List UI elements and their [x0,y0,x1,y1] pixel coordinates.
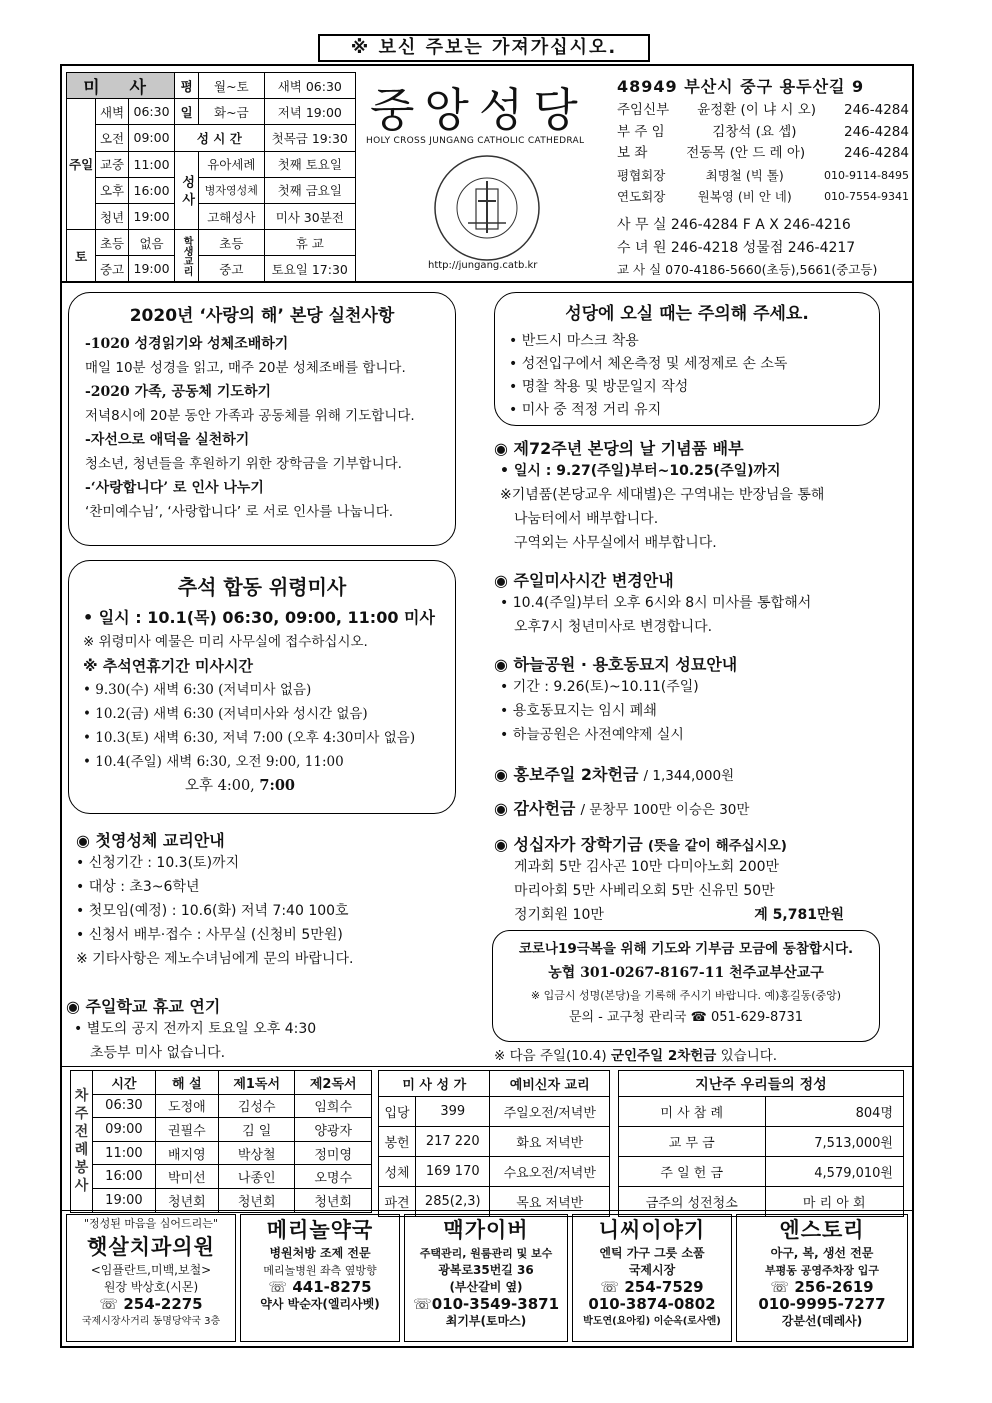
covid-box [492,930,880,1042]
ad-line: 병원처방 조제 전문 [269,1246,371,1260]
service-cell: 11:00 [93,1141,156,1165]
contact-name: 전동목 (안 드 레 아) [686,145,806,161]
church-address: 48949 부산시 중구 용두산길 9 [617,77,865,96]
caution-item: • 반드시 마스크 착용 [509,333,639,349]
mass-name: 중고 [96,256,129,282]
ad-line: 약사 박순자(엘리사벳) [260,1297,380,1311]
contact-row [617,100,909,122]
chuseok-date: • 일시 : 10.1(목) 06:30, 09:00, 11:00 미사 [83,608,435,627]
ad-line: 메리놀병원 좌측 옆방향 [263,1264,377,1277]
practice-body: 저녁8시에 20분 동안 가족과 공동체를 위해 기도합니다. [85,408,415,424]
table-row [379,1127,610,1157]
hymn-cell: 목요 저녁반 [490,1187,610,1217]
church-seal-icon [432,153,542,263]
service-cell: 청년회 [155,1188,218,1212]
ad-line: 최기부(토마스) [445,1314,527,1328]
service-cell: 김성수 [218,1094,295,1118]
covid-title: 코로나19극복을 위해 기도와 기부금 모금에 동참합시다. [518,941,854,957]
practice-body: 매일 10분 성경을 읽고, 매주 20분 성체조배를 합니다. [85,360,406,376]
mass-name: 초등 [96,230,129,256]
mass-time: 11:00 [128,151,174,177]
promo-value: / 1,344,000원 [643,768,735,784]
contact-name: 김창석 (요 셉) [712,123,797,140]
mass-time: 09:00 [128,125,174,151]
service-cell: 오명수 [295,1165,372,1189]
cemetery-line: • 기간 : 9.26(토)~10.11(주일) [500,679,699,695]
hymn-cell: 성체 [379,1157,416,1187]
ad-antique[interactable] [572,1214,732,1342]
caution-item: • 명찰 착용 및 방문일지 작성 [509,379,689,395]
service-header: 해 설 [155,1071,218,1095]
sacrament-name: 고해성사 [199,203,264,229]
sunday-change-line: 오후7시 청년미사로 변경합니다. [514,619,713,635]
ad-line: 부평동 공영주차장 입구 [765,1264,879,1277]
offering-value: 804명 [765,1097,904,1127]
table-row [71,1118,372,1142]
service-cell: 16:00 [93,1165,156,1189]
scholarship-section [494,832,894,927]
table-row [619,1157,904,1187]
caution-title: 성당에 오실 때는 주의해 주세요. [565,304,809,324]
next-week-prefix: ※ 다음 주일(10.4) [494,1048,611,1064]
next-week-bold: 군인주일 2차헌금 [610,1048,717,1064]
weekday-days-2: 화~금 [199,99,264,125]
mass-name: 청년 [96,203,129,229]
cemetery-title: ◉ 하늘공원 · 용호동묘지 성묘안내 [494,655,738,674]
education-time: 토요일 17:30 [264,256,355,282]
ad-pharmacy[interactable] [240,1214,400,1342]
scholarship-total: 계 5,781만원 [754,907,844,923]
scholarship-line: 게과회 5만 김사곤 10만 다미아노회 200만 [514,859,780,875]
church-url[interactable]: http://jungang.catb.kr [428,260,538,271]
service-cell: 19:00 [93,1188,156,1212]
table-row [71,1165,372,1189]
service-cell: 김 일 [218,1118,295,1142]
tables-divider [60,1066,914,1067]
ad-tag: "정성된 마음을 심어드리는" [84,1217,218,1230]
ad-line: 엔틱 가구 그릇 소품 [599,1246,705,1260]
offering-table [618,1070,904,1217]
mass-time: 06:30 [128,99,174,125]
sunday-change-section [494,568,894,639]
weekday-time-1: 새벽 06:30 [264,73,355,99]
service-cell: 정미영 [295,1141,372,1165]
education-name: 중고 [199,256,264,282]
service-cell: 06:30 [93,1094,156,1118]
offering-value: 4,579,010원 [765,1157,904,1187]
church-english-name: HOLY CROSS JUNGANG CATHOLIC CATHEDRAL [366,136,585,146]
holiday-last-bold: 7:00 [259,777,296,794]
chuseok-note: ※ 위령미사 예물은 미리 사무실에 접수하십시오. [83,634,368,650]
service-header: 시간 [93,1071,156,1095]
ad-line: <임플란트,미백,보철> [90,1263,212,1277]
service-cell: 권필수 [155,1118,218,1142]
weekday-label-2: 일 [175,99,199,125]
service-cell: 나종인 [218,1165,295,1189]
ad-line: 광복로35번길 36 [438,1263,534,1277]
contact-role: 평협회장 [617,167,666,183]
mass-time: 16:00 [128,177,174,203]
ad-line: 원장 박상호(시몬) [103,1280,199,1294]
contact-name: 원복영 (비 안 네) [697,189,792,204]
education-time: 휴 교 [264,230,355,256]
contact-role: 부 주 임 [617,123,665,140]
ad-phone: ☏ 254-2275 [99,1295,203,1313]
offering-label: 금주의 성전청소 [619,1187,766,1217]
mass-header: 미 사 [67,73,175,99]
contact-tel: 246-4284 [843,123,909,140]
mass-name: 새벽 [96,99,129,125]
thanks-line [494,796,749,819]
scholarship-subtitle: (뜻을 같이 해주십시오) [647,838,787,854]
covid-note: ※ 입금시 성명(본당)을 기록해 주시기 바랍니다. 예)홍길동(중앙) [530,989,842,1002]
sunday-school-line: 초등부 미사 없습니다. [90,1045,226,1061]
chuseok-title: 추석 합동 위령미사 [177,575,347,599]
mass-schedule-table [66,72,356,283]
next-week-note [494,1044,777,1064]
ad-name: 메리놀약국 [266,1218,374,1242]
ad-line: 강분선(데레사) [781,1314,863,1328]
sunday-school-title: ◉ 주일학교 휴교 연기 [66,997,221,1016]
table-row [71,1141,372,1165]
weekday-label-1: 평 [175,73,199,99]
practice-head: -‘사랑합니다’ 로 인사 나누기 [85,480,264,496]
sunday-change-title: ◉ 주일미사시간 변경안내 [494,571,674,590]
ads-divider [60,1210,914,1211]
anniversary-line: 구역외는 사무실에서 배부합니다. [514,535,717,551]
hymn-cell: 파견 [379,1187,416,1217]
practice-head: -2020 가족, 공동체 기도하기 [85,384,271,400]
ad-macgyver[interactable] [404,1214,568,1342]
first-communion-title: ◉ 첫영성체 교리안내 [76,831,225,850]
service-header: 제2독서 [295,1071,372,1095]
holiday-line: • 10.4(주일) 새벽 6:30, 오전 9:00, 11:00 [83,754,344,770]
ad-line: 아구, 복, 생선 전문 [770,1246,874,1260]
caution-box [494,292,880,426]
sacrament-time: 미사 30분전 [264,203,355,229]
education-label: 학생교리 [175,230,199,282]
hymn-cell: 주일오전/저녁반 [490,1097,610,1127]
hymn-cell: 봉헌 [379,1127,416,1157]
anniversary-title: ◉ 제72주년 본당의 날 기념품 배부 [494,439,744,458]
take-bulletin-notice: ※ 보신 주보는 가져가십시오. [318,34,650,62]
service-cell: 청년회 [218,1188,295,1212]
ad-line: 국제시장사거리 동명당약국 3층 [81,1316,221,1327]
contact-row [617,165,909,187]
offering-label: 교 무 금 [619,1127,766,1157]
mass-time: 없음 [128,230,174,256]
ad-restaurant[interactable] [736,1214,908,1342]
offering-label: 미 사 참 례 [619,1097,766,1127]
service-cell: 배지영 [155,1141,218,1165]
sunday-label: 주일 [67,99,96,230]
service-cell: 임희수 [295,1094,372,1118]
service-cell: 09:00 [93,1118,156,1142]
service-table [70,1070,372,1213]
sunday-school-section [66,994,456,1065]
hymn-cell: 217 220 [416,1127,490,1157]
anniversary-line: ※기념품(본당교우 세대별)은 구역내는 반장님을 통해 [500,487,825,503]
contact-row [617,186,909,208]
contact-role: 연도회장 [617,189,666,204]
contact-name: 최명철 (빅 톨) [705,167,784,183]
hymn-cell: 화요 저녁반 [490,1127,610,1157]
love-year-box [68,292,456,546]
contact-row [617,143,909,165]
holy-hour-value: 첫목금 19:30 [264,125,355,151]
ad-line: 주택관리, 원룸관리 및 보수 [419,1247,553,1260]
mass-name: 교중 [96,151,129,177]
contact-tel: 246-4284 [844,145,909,161]
chuseok-box [68,560,456,814]
sacrament-time: 첫째 토요일 [264,151,355,177]
ad-phone: 010-3874-0802 [588,1295,716,1313]
first-communion-line: ※ 기타사항은 제노수녀님에게 문의 바랍니다. [76,951,354,967]
anniversary-line: 나눔터에서 배부합니다. [514,511,659,527]
table-row [379,1097,610,1127]
ad-phone: 010-9995-7277 [758,1295,886,1313]
ad-phone: ☏ 254-7529 [600,1278,704,1296]
office-phone: 사 무 실 246-4284 F A X 246-4216 [617,217,851,233]
ad-phone: ☏010-3549-3871 [412,1295,559,1313]
service-side-label: 차주전례봉사 [71,1071,93,1213]
holiday-last-prefix: 오후 4:00, [185,778,260,794]
sacrament-name: 병자영성체 [199,177,264,203]
mass-name: 오후 [96,177,129,203]
first-communion-line: • 첫모임(예정) : 10.6(화) 저녁 7:40 100호 [76,903,349,919]
sacrament-time: 첫째 금요일 [264,177,355,203]
table-row [71,1094,372,1118]
next-week-suffix: 있습니다. [716,1048,778,1064]
ad-name: 엔스토리 [779,1218,865,1242]
table-row [71,1188,372,1212]
holiday-line: • 10.3(토) 새벽 6:30, 저녁 7:00 (오후 4:30미사 없음) [83,730,416,746]
holy-hour-label: 성 시 간 [175,125,264,151]
convent-phone: 수 녀 원 246-4218 성물점 246-4217 [617,240,856,256]
caution-item: • 미사 중 적정 거리 유지 [509,402,662,418]
ad-line: (부산갈비 옆) [449,1280,523,1294]
hymn-cell: 169 170 [416,1157,490,1187]
table-row [379,1157,610,1187]
hymn-cell: 수요오전/저녁반 [490,1157,610,1187]
ad-name: 니씨이야기 [598,1218,706,1242]
practice-head: -자선으로 애덕을 실천하기 [85,432,250,448]
cemetery-line: • 하늘공원은 사전예약제 실시 [500,727,684,743]
header-divider [60,281,914,283]
mass-time: 19:00 [128,256,174,282]
service-cell: 박상철 [218,1141,295,1165]
anniversary-date: • 일시 : 9.27(주일)부터~10.25(주일)까지 [500,463,781,479]
service-cell: 박미선 [155,1165,218,1189]
service-cell: 청년회 [295,1188,372,1212]
covid-contact: 문의 - 교구청 관리국 ☎ 051-629-8731 [568,1010,804,1025]
weekday-time-2: 저녁 19:00 [264,99,355,125]
contact-tel: 246-4284 [843,102,909,118]
offering-value: 마 리 아 회 [765,1187,904,1217]
first-communion-line: • 신청서 배부·접수 : 사무실 (신청비 5만원) [76,927,343,943]
sacrament-name: 유아세례 [199,151,264,177]
scholarship-title: ◉ 성십자가 장학기금 [494,835,643,854]
saturday-label: 토 [67,230,96,282]
thanks-value: / 문창무 100만 이승은 30만 [580,802,750,818]
scholarship-last: 정기회원 10만 [514,907,604,923]
holiday-title: ※ 추석연휴기간 미사시간 [83,657,253,675]
hymn-cell: 입당 [379,1097,416,1127]
sacrament-label: 성 사 [175,151,199,230]
practice-head: -1020 성경읽기와 성체조배하기 [85,336,289,352]
table-row [619,1187,904,1217]
service-header: 제1독서 [218,1071,295,1095]
holiday-line: • 10.2(금) 새벽 6:30 (저녁미사와 성시간 없음) [83,706,368,722]
offering-label: 주 일 헌 금 [619,1157,766,1187]
covid-account: 농협 301-0267-8167-11 천주교부산교구 [548,965,824,981]
education-name: 초등 [199,230,264,256]
service-cell: 도정애 [155,1094,218,1118]
caution-item: • 성전입구에서 체온측정 및 세정제로 손 소독 [509,356,788,372]
anniversary-section [494,436,894,555]
holiday-line: • 9.30(수) 새벽 6:30 (저녁미사 없음) [83,682,312,698]
scholarship-line: 마리아회 5만 사베리오회 5만 신유민 50만 [514,883,775,899]
clergy-contacts [617,100,909,208]
contact-role: 주임신부 [617,102,670,118]
contact-row [617,122,909,144]
table-row [619,1097,904,1127]
hymn-cell: 285(2,3) [416,1187,490,1217]
ad-name: 맥가이버 [443,1218,529,1242]
table-row [379,1187,610,1217]
ad-dental-clinic[interactable] [66,1214,236,1342]
church-name: 중앙성당 [370,83,588,137]
first-communion-line: • 신청기간 : 10.3(토)까지 [76,855,240,871]
sunday-change-line: • 10.4(주일)부터 오후 6시와 8시 미사를 통합해서 [500,595,812,611]
thanks-title: ◉ 감사헌금 [494,799,576,818]
teacher-phone: 교 사 실 070-4186-5660(초등),5661(중고등) [617,262,878,277]
weekday-days-1: 월~토 [199,73,264,99]
hymn-cell: 399 [416,1097,490,1127]
ad-name: 햇살치과의원 [87,1235,215,1259]
ad-line: 국제시장 [628,1263,676,1277]
practice-body: 청소년, 청년들을 후원하기 위한 장학금을 기부합니다. [85,456,402,472]
catechism-header: 예비신자 교리 [490,1071,610,1097]
first-communion-section [76,828,456,971]
scholarship-last-line [494,903,844,927]
ad-phone: ☏ 441-8275 [268,1278,372,1296]
promo-line [494,762,734,785]
mass-time: 19:00 [128,203,174,229]
sunday-school-line: • 별도의 공지 전까지 토요일 오후 4:30 [74,1021,317,1037]
offering-header: 지난주 우리들의 정성 [619,1071,904,1097]
cemetery-section [494,652,894,747]
love-year-title: 2020년 ‘사랑의 해’ 본당 실천사항 [129,306,395,326]
promo-title: ◉ 홍보주일 2차헌금 [494,765,639,784]
service-cell: 양광자 [295,1118,372,1142]
cemetery-line: • 용호동묘지는 임시 폐쇄 [500,703,657,719]
ad-line: 박도연(요아킴) 이순옥(로사엔) [583,1316,721,1327]
practice-body: ‘찬미예수님’, ‘사랑합니다’ 로 서로 인사를 나눕니다. [85,504,394,520]
contact-role: 보 좌 [617,145,648,161]
ad-phone: ☏ 256-2619 [770,1278,874,1296]
holiday-last-line [83,774,441,798]
first-communion-line: • 대상 : 초3~6학년 [76,879,200,895]
table-row [619,1127,904,1157]
contact-tel: 010-7554-9341 [824,190,909,203]
hymn-header: 미 사 성 가 [379,1071,490,1097]
mass-name: 오전 [96,125,129,151]
mass-hymn-table [378,1070,610,1217]
contact-tel: 010-9114-8495 [824,168,909,182]
offering-value: 7,513,000원 [765,1127,904,1157]
contact-name: 윤정환 (이 냐 시 오) [697,102,817,118]
